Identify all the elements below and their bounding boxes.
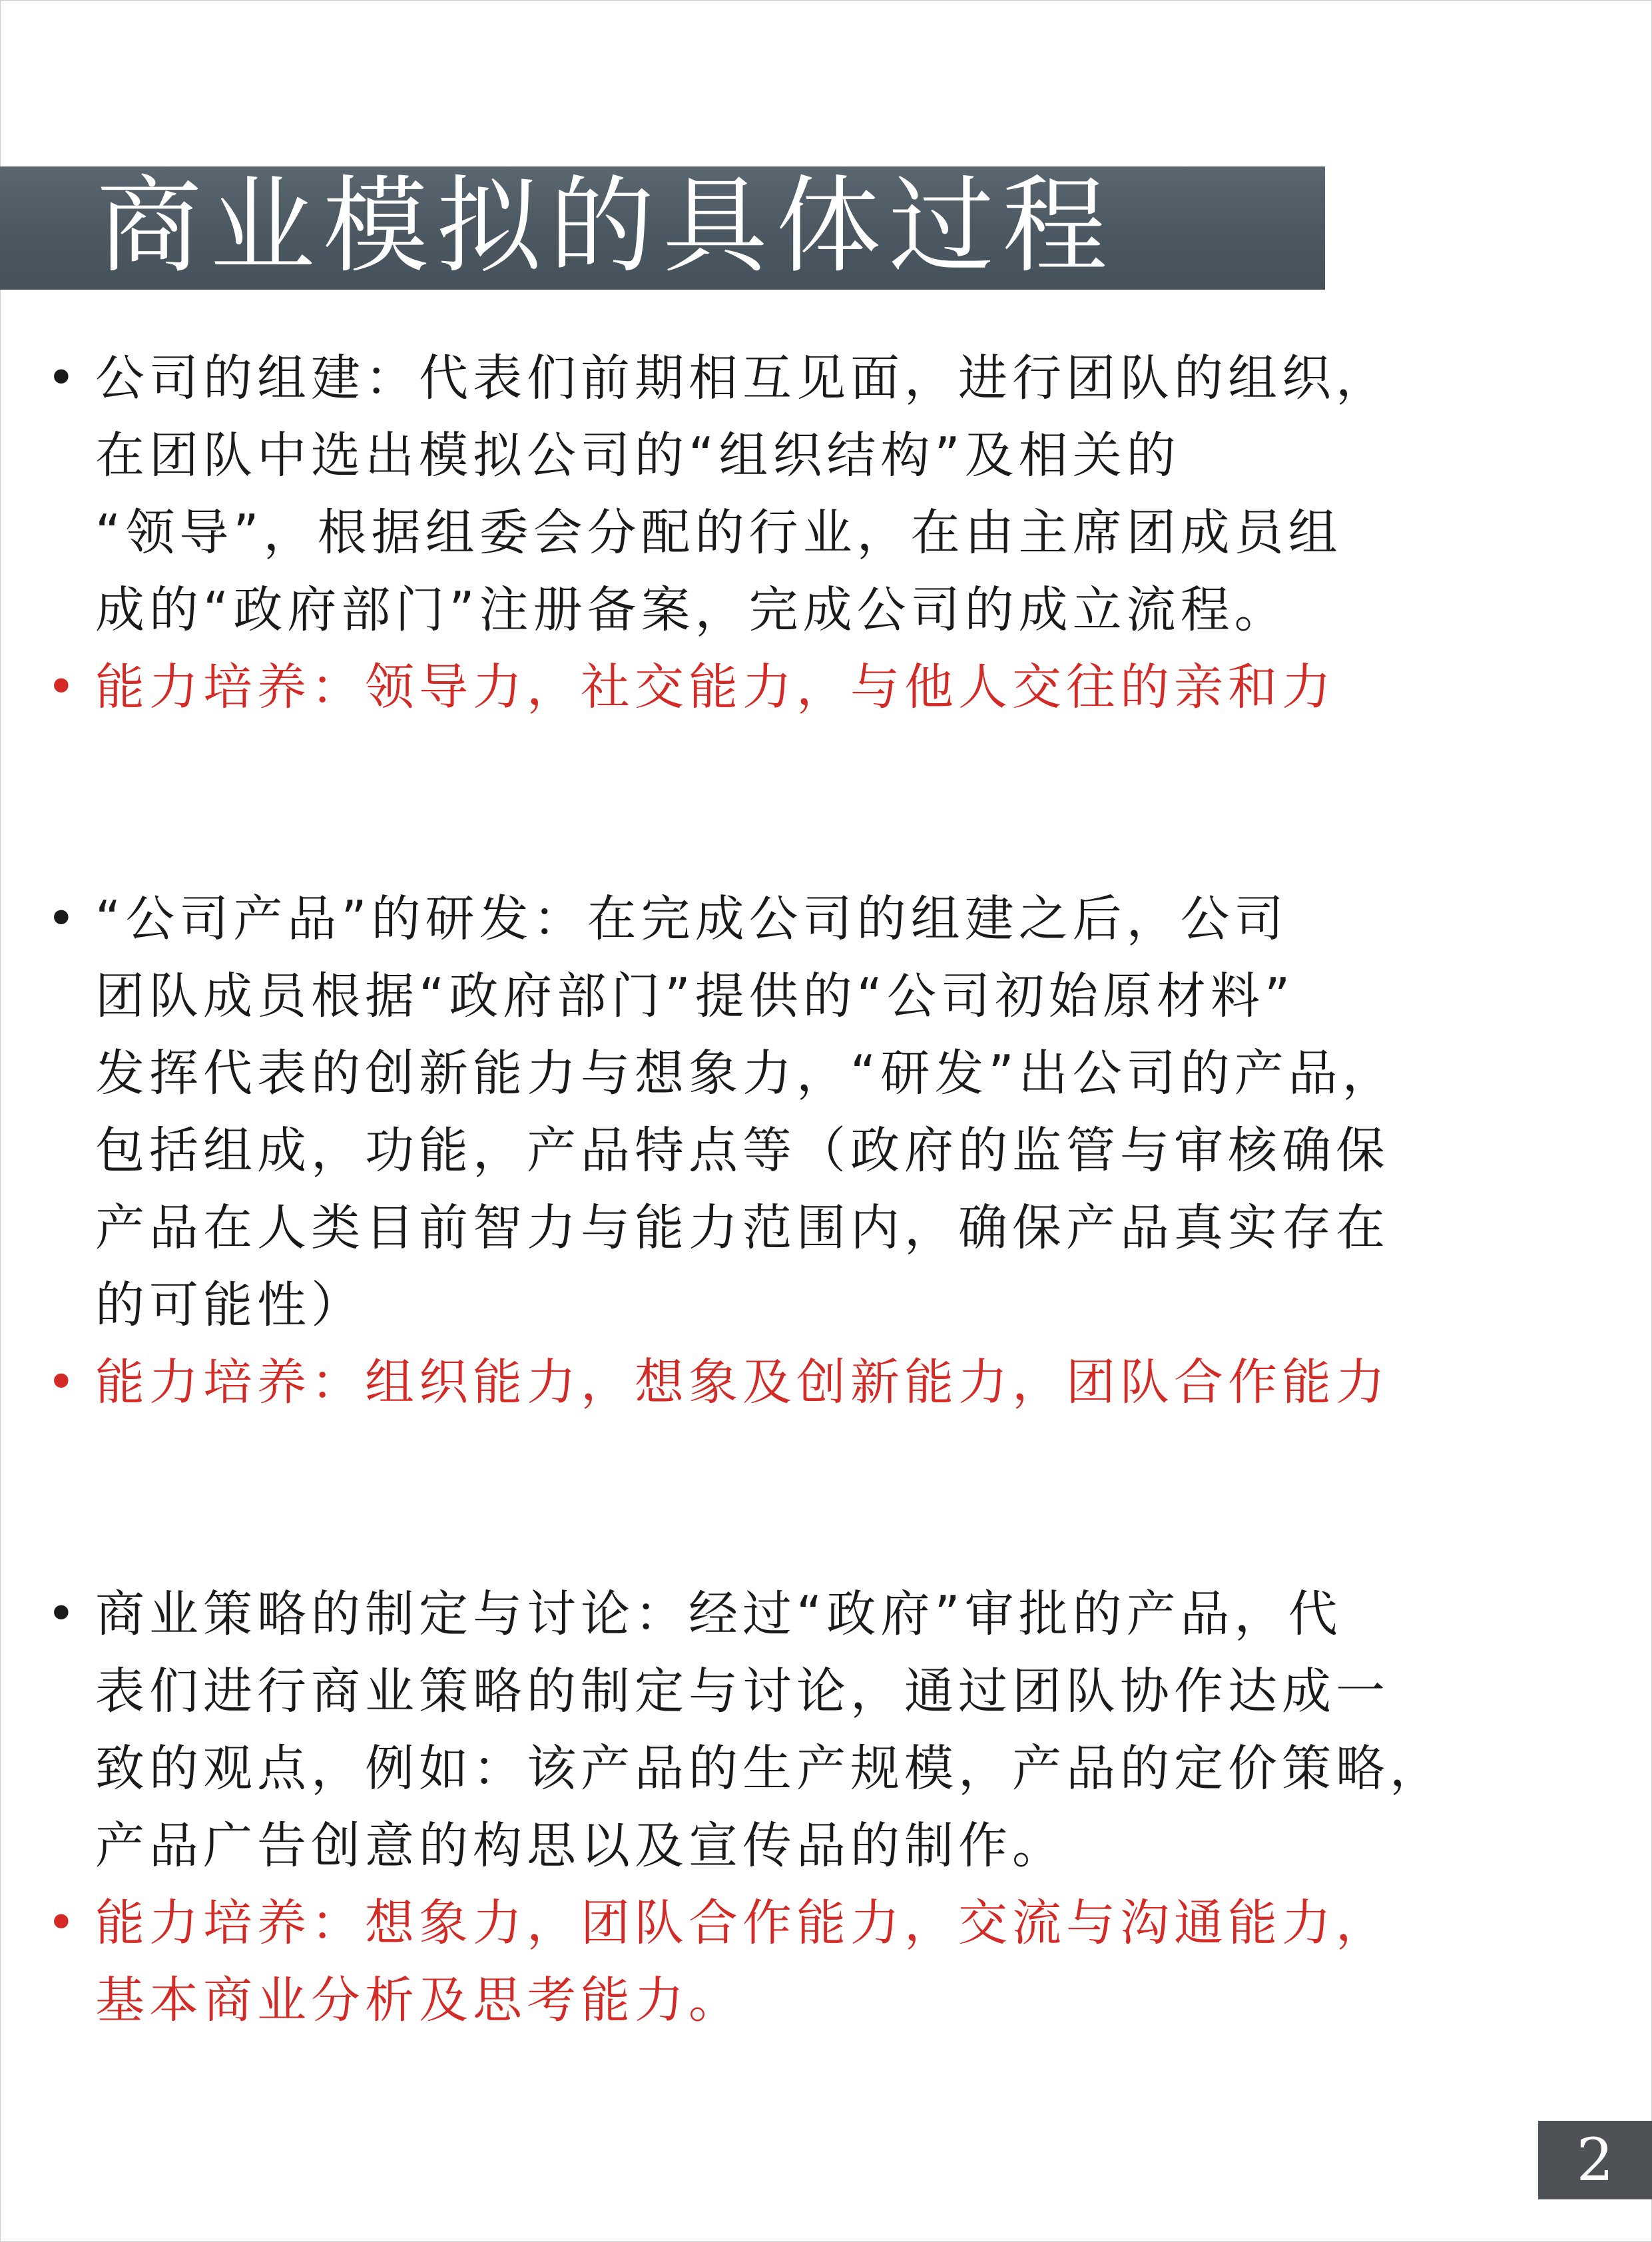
page-title: 商业模拟的具体过程 xyxy=(97,165,1115,288)
section-3-body xyxy=(0,1575,1652,1884)
ability-line: 基本商业分析及思考能力。 xyxy=(95,1972,742,2029)
bullet: • xyxy=(47,659,81,716)
text-line: 发挥代表的创新能力与想象力，“研发”出公司的产品， xyxy=(95,1045,1396,1102)
section-3-ability xyxy=(0,1884,1652,2039)
section-2-body xyxy=(0,880,1652,1344)
section-1-ability xyxy=(0,649,1652,726)
text-line: 产品广告创意的构思以及宣传品的制作。 xyxy=(95,1817,1066,1874)
ability-line: 能力培养：领导力，社交能力，与他人交往的亲和力 xyxy=(95,659,1336,716)
section-gap xyxy=(0,726,1652,880)
section-gap xyxy=(0,1421,1652,1575)
text-line: “公司产品”的研发：在完成公司的组建之后，公司 xyxy=(95,890,1288,948)
content xyxy=(0,340,1652,2039)
bullet: • xyxy=(47,1585,81,1643)
bullet: • xyxy=(47,1894,81,1952)
text-line: 商业策略的制定与讨论：经过“政府”审批的产品，代 xyxy=(95,1585,1342,1643)
text-line: 的可能性） xyxy=(95,1276,365,1334)
text-line: 产品在人类目前智力与能力范围内，确保产品真实存在 xyxy=(95,1199,1390,1257)
text-line: 成的“政府部门”注册备案，完成公司的成立流程。 xyxy=(95,581,1288,639)
text-line: 表们进行商业策略的制定与讨论，通过团队协作达成一 xyxy=(95,1663,1390,1720)
section-2-ability xyxy=(0,1344,1652,1421)
page-number: 2 xyxy=(1576,2125,1614,2194)
ability-line: 能力培养：组织能力，想象及创新能力，团队合作能力 xyxy=(95,1354,1390,1411)
text-line: 致的观点，例如：该产品的生产规模，产品的定价策略， xyxy=(95,1740,1444,1797)
ability-line: 能力培养：想象力，团队合作能力，交流与沟通能力， xyxy=(95,1894,1390,1952)
text-line: 公司的组建：代表们前期相互见面，进行团队的组织， xyxy=(95,350,1390,407)
text-line: “领导”，根据组委会分配的行业，在由主席团成员组 xyxy=(95,504,1342,561)
text-line: 包括组成，功能，产品特点等（政府的监管与审核确保 xyxy=(95,1122,1390,1179)
bullet: • xyxy=(47,1354,81,1411)
text-line: 团队成员根据“政府部门”提供的“公司初始原材料” xyxy=(95,968,1295,1025)
bullet: • xyxy=(47,890,81,948)
bullet: • xyxy=(47,350,81,407)
section-1-body xyxy=(0,340,1652,649)
text-line: 在团队中选出模拟公司的“组织结构”及相关的 xyxy=(95,427,1181,484)
